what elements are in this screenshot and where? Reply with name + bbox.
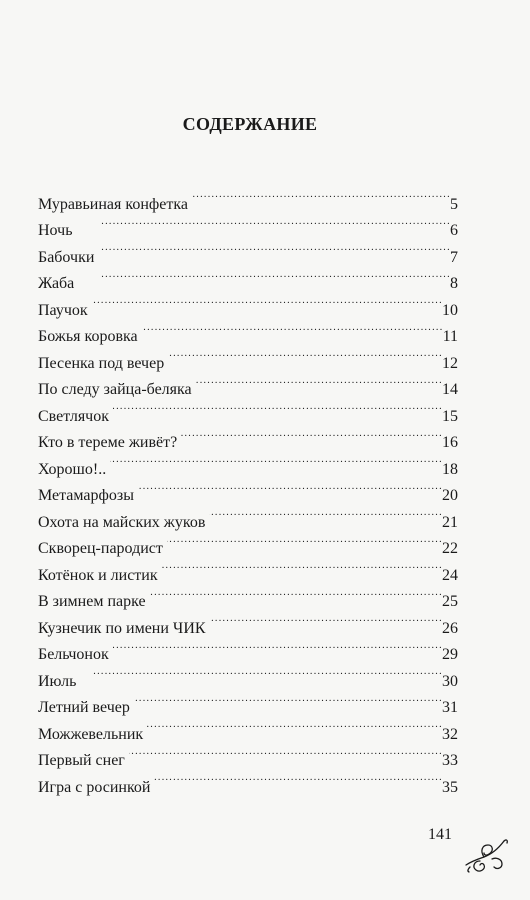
dot-leader [192,182,449,209]
toc-entry-title: Первый снег [38,752,125,769]
toc-entry-title: В зимнем парке [38,593,146,610]
dot-leader [181,421,441,448]
toc-entry [38,288,458,319]
dot-leader [76,209,449,236]
dot-leader [147,712,441,739]
toc-entry-title: Божья коровка [38,328,138,345]
toc-entry-title: По следу зайца-беляка [38,381,192,398]
toc-entry-title: Кузнечик по имени ЧИК [38,619,206,637]
dot-leader [80,659,441,686]
toc-entry-title: Жаба [38,275,75,292]
toc-entry-title: Летний вечер [38,699,130,716]
dot-leader [168,341,441,368]
toc-entry-page: 15 [442,407,458,425]
dot-leader [110,447,441,474]
toc-entry-page: 32 [442,725,458,743]
dot-leader [129,739,441,766]
toc-entry-title: Хорошо!.. [38,460,107,478]
toc-entry-page: 25 [442,593,458,610]
toc-entry-page: 22 [442,540,458,557]
toc-entry-page: 7 [450,248,458,266]
toc-entry-title: Можжевельник [38,725,144,743]
toc-entry-page: 10 [442,301,458,319]
toc-entry-page: 14 [442,381,458,398]
toc-entry-title: Песенка под вечер [38,354,165,372]
dot-leader [98,235,449,262]
dot-leader [162,553,441,580]
dot-leader [196,368,441,395]
dot-leader [92,288,441,315]
toc-entry-page: 16 [442,434,458,451]
toc-entry-page: 11 [442,328,458,345]
toc-entry-title: Бабочки [38,248,95,266]
toc-entry-title: Паучок [38,301,88,319]
dot-leader [78,262,449,289]
floral-ornament-icon [462,835,510,875]
toc-entry-page: 20 [442,487,458,504]
toc-entry-page: 26 [442,619,458,637]
dot-leader [209,500,441,527]
toc-entry-title: Скворец-пародист [38,540,163,557]
toc-entry-title: Кто в тереме живёт? [38,434,178,451]
toc-entry [38,659,458,690]
toc-entry-page: 6 [450,222,458,239]
toc-entry [38,182,458,213]
toc-entry [38,686,458,716]
dot-leader [154,765,441,792]
page-title: СОДЕРЖАНИЕ [182,114,318,134]
table-of-contents [38,182,458,796]
toc-entry [38,262,458,292]
toc-entry-page: 33 [442,752,458,769]
dot-leader [150,580,441,607]
toc-entry-title: Июль [38,672,77,690]
dot-leader [113,633,441,660]
toc-entry-page: 8 [450,275,458,292]
toc-entry-title: Бельчонок [38,646,109,663]
toc-entry-page: 12 [442,354,458,372]
toc-entry-title: Игра с росинкой [38,778,151,796]
toc-entry-title: Метамарфозы [38,487,134,504]
toc-entry-title: Муравьиная конфетка [38,195,188,213]
dot-leader [167,527,441,554]
toc-entry-page: 35 [442,778,458,796]
toc-entry [38,235,458,266]
toc-entry-page: 31 [442,699,458,716]
toc-entry-page: 29 [442,646,458,663]
dot-leader [142,315,442,342]
toc-entry-page: 18 [442,460,458,478]
toc-entry-title: Котёнок и листик [38,566,158,584]
toc-entry-page: 24 [442,566,458,584]
toc-entry [38,209,458,239]
toc-entry-title: Ночь [38,222,73,239]
page-number: 141 [428,826,452,843]
toc-entry-page: 30 [442,672,458,690]
toc-entry [38,315,458,345]
toc-entry-title: Охота на майских жуков [38,513,206,531]
toc-entry-page: 21 [442,513,458,531]
toc-entry-title: Светлячок [38,407,109,425]
dot-leader [138,474,441,501]
dot-leader [113,394,441,421]
dot-leader [210,606,441,633]
toc-entry-page: 5 [450,195,458,213]
dot-leader [134,686,441,713]
